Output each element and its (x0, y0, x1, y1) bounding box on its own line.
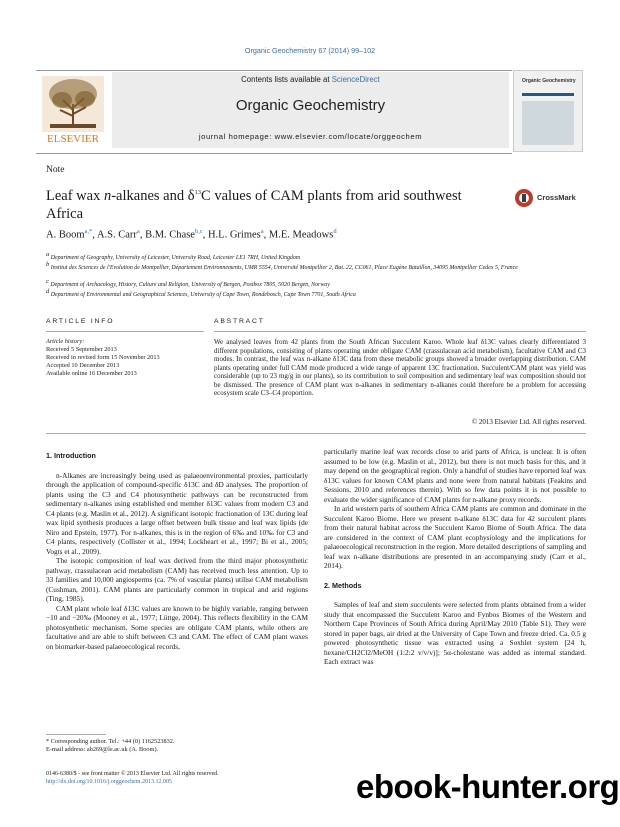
email-address[interactable]: E-mail address: ab269@le.ac.uk (A. Boom). (46, 746, 159, 753)
paragraph: In arid western parts of southern Africa CAM plants are common and dominate in the Succulent Karoo Biome. Here we present n-alkane δ13C data for 42 succulent plants from their natural habitat across the Succulent Karoo Biome of South Africa. The data are considered in the context of CAM plant ecophysiology and the implications for palaeoecological reconstruction in the region. More detailed descriptions of sampling and leaf wax n-alkane distributions are presented in an accompanying study (Carr et al., 2014). (324, 504, 586, 570)
doi-link[interactable]: http://dx.doi.org/10.1016/j.orggeochem.2013.12.005 (46, 779, 172, 785)
journal-reference[interactable]: Organic Geochemistry 67 (2014) 99–102 (244, 46, 376, 55)
affiliation-a: $^a$ Department of Geography, University of Leicester, University Road, Leicester LE1 7RH, United Kingdom (46, 251, 301, 261)
affiliation-b: $^b$ Institut des Sciences de l'Evolution de Montpellier, Département Environnements, UMR 5554, Université Montpellier 2, Bat. 22, CC061, Place Eugène Bataillon, 34095 Montpellier Cedex 5, France (46, 261, 518, 271)
issn-line (46, 770, 308, 786)
author-affiliation-marker[interactable]: b,c (194, 228, 203, 235)
journal-homepage[interactable]: journal homepage: www.elsevier.com/locate/orggeochem (198, 132, 423, 141)
paragraph: CAM plant whole leaf δ13C values are known to be highly variable, ranging between −10 and −20‰ (Mooney et al., 1977; Lüttge, 2004). This reflects flexibility in the CAM photosynthetic mechanism. Some species are obligate CAM plants, while others are facultative and are able to shift between C3 and CAM. The effect of CAM plant waxes on biomarker-based palaeoecological records, (46, 603, 308, 651)
affiliation-c: $^c$ Department of Archaeology, History, Culture and Religion, University of Bergen, Postbox 7805, 5020 Bergen, Norway (46, 278, 330, 288)
intro-heading: 1. Introduction (46, 451, 96, 460)
paragraph: The isotopic composition of leaf wax derived from the third major photosynthetic pathway, crassulacean acid metabolism (CAM) has received much less attention. Up to 33 families and 10,000 angiosperms (ca. 7% of vascular plants) utilise CAM metabolism (Cushman, 2001). CAM plants are particularly common in tropical and arid regions (Ting, 1985). (46, 556, 308, 603)
divider (46, 331, 204, 332)
article-info-heading: ARTICLE INFO (46, 318, 115, 325)
article-type: Note (46, 165, 65, 175)
journal-cover-thumbnail[interactable] (513, 70, 583, 152)
watermark: ebook-hunter.org (356, 768, 620, 805)
divider (214, 331, 586, 332)
author-affiliation-marker[interactable]: a (136, 228, 140, 235)
crossmark-label: CrossMark (537, 193, 576, 202)
crossmark-badge[interactable] (514, 188, 584, 208)
footnote-rule (46, 734, 106, 735)
divider (46, 433, 586, 434)
corresponding-author: * Corresponding author. Tel.: +44 (0) 1162523832. (46, 738, 175, 745)
author-affiliation-marker[interactable]: a (260, 228, 264, 235)
sciencedirect-link[interactable]: ScienceDirect (331, 75, 380, 84)
right-column (324, 447, 586, 667)
footnote (46, 738, 308, 754)
author: H.L. Grimes (207, 229, 261, 241)
front-matter: 0146-6380/$ - see front matter © 2013 Elsevier Ltd. All rights reserved. (46, 771, 219, 777)
journal-title: Organic Geochemistry (235, 97, 386, 114)
methods-heading: 2. Methods (324, 580, 362, 590)
publisher-name: ELSEVIER (47, 133, 99, 145)
author: A. Boom (46, 229, 85, 241)
paragraph: particularly marine leaf wax records close to arid parts of Africa, is unclear. It is often assumed to be low (e.g. Maslin et al., 2012), but there is not much basis for this, and it may depend on the geographical region. Only a handful of studies have reported leaf wax δ13C values for known CAM plants and none were from natural habitats (Feakins and Sessions, 2010 and references therein). With so few data points it is not possible to evaluate the wider significance of CAM plants for n-alkane proxy records. (324, 447, 586, 504)
contents-prefix: Contents lists available at (241, 75, 330, 84)
paragraph: n-Alkanes are increasingly being used as palaeoenvironmental proxies, particularly through the application of compound-specific δ13C and δD analyses. The proportion of plants using the C3 and C4 photosynthetic pathways can be reconstructed from sedimentary n-alkanes using established end member δ13C values from modern C3 and C4 plants (e.g. Maslin et al., 2012). A significant isotopic fractionation of 13C during leaf wax lipid synthesis produces a large offset between bulk tissue and leaf wax lipids (de Niro and Epstein, 1977). For n-alkanes, this is in the region of 6‰ and 10‰ for C3 and C4 plants, respectively (Collister et al., 1994; Lockheart et al., 1997; Bi et al., 2005; Vogts et al., 2009). (46, 470, 308, 556)
cover-bar (522, 93, 574, 96)
left-column (46, 451, 308, 651)
author-affiliation-marker[interactable]: d (333, 228, 337, 235)
copyright-notice: © 2013 Elsevier Ltd. All rights reserved. (471, 418, 586, 426)
cover-title: Organic Geochemistry (522, 78, 576, 84)
crossmark-icon (514, 188, 534, 208)
author-list: A. Boom$^{a,*}$, A.S. Carr$^a$, B.M. Chase$^{b,c}$, H.L. Grimes$^a$, M.E. Meadows$^d$ (46, 228, 337, 241)
abstract-text: We analysed leaves from 42 plants from the South African Succulent Karoo. Whole leaf δ13C values clearly differentiated 3 different populations, consisting of plants operating under obligate CAM (crassulacean acid metabolism), facultative CAM and C3 modes. In contrast, the leaf wax n-alkane δ13C data from these metabolic groups showed a broader overlapping distribution. CAM plants operating under full CAM mode produced a wide range of apparent 13C fractionation. Succulent/CAM plant wax yield was considerable (up to 23 mg/g in our plants), so its contribution to soil composition and sedimentary leaf wax composition should not be dismissed. The presence of CAM plant wax n-alkanes in sedimentary n-alkanes could therefore be a problem for accessing ecosystem scale C3–C4 proportion. (214, 338, 586, 398)
author: B.M. Chase (145, 229, 195, 241)
cover-image (522, 101, 574, 145)
author: M.E. Meadows (268, 229, 334, 241)
abstract-heading: ABSTRACT (214, 318, 265, 325)
article-history: Article history: Received 5 September 2013 Received in revised form 15 November 2013 Accepted 10 December 2013 Available online 16 December 2013 (46, 338, 160, 377)
paragraph: Samples of leaf and stem succulents were selected from plants obtained from a wider study that encompassed the Succulent Karoo and Fynbos Biomes of the Western and Northern Cape Provinces of South Africa during April/May 2010 (Table S1). They were stored in paper bags, air dried at the University of Cape Town and freeze dried. Ca. 0.5 g powered photosynthetic tissue was extracted using a Soxhlet system [24 h, hexane/CH2Cl2/MeOH (1:2:2 v/v/v)]; 5α-cholestane was added as internal standard. Each extract was (324, 600, 586, 666)
author-affiliation-marker[interactable]: a,* (84, 228, 93, 235)
article-title: Leaf wax n-alkanes and $\delta^{13}C$ values of CAM plants from arid southwest Africa (46, 187, 462, 222)
author: A.S. Carr (96, 229, 137, 241)
affiliation-d: $^d$ Department of Environmental and Geographical Sciences, University of Cape Town, Rondebosch, Cape Town 7701, South Africa (46, 288, 356, 298)
contents-line (112, 75, 509, 84)
elsevier-tree-logo (38, 74, 108, 146)
